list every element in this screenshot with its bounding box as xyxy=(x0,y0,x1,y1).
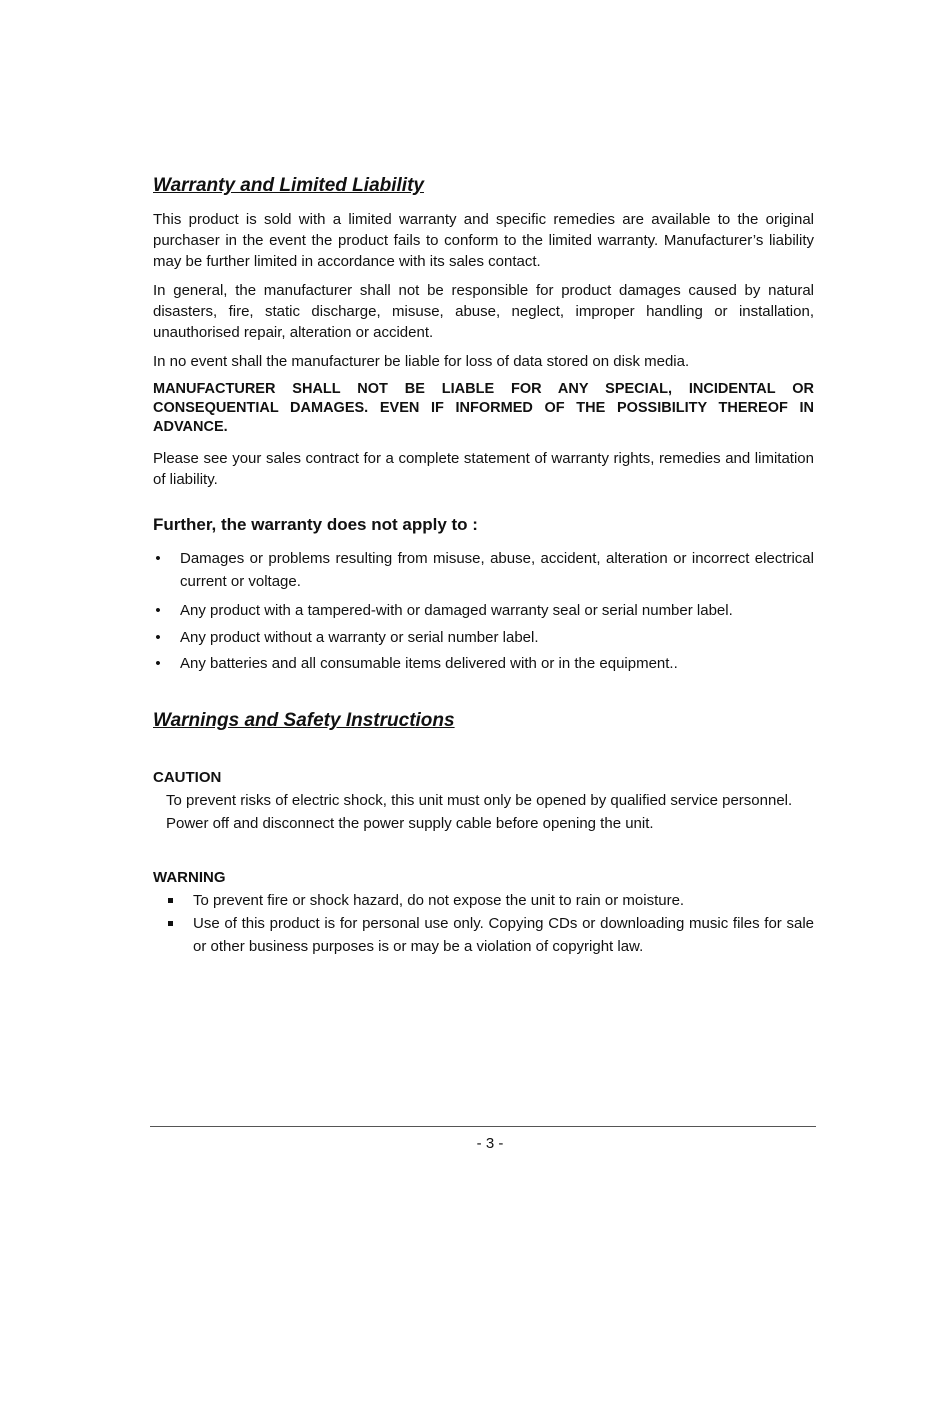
warning-label: WARNING xyxy=(153,869,226,886)
exclusion-text: Any batteries and all consumable items delivered with or in the equipment.. xyxy=(180,655,678,672)
page-number: - 3 - xyxy=(476,1135,504,1152)
exclusion-text: Any product with a tampered-with or damaged warranty seal or serial number label. xyxy=(180,602,733,619)
exclusion-text: Any product without a warranty or serial number label. xyxy=(180,629,539,646)
caution-line-1: To prevent risks of electric shock, this unit must only be opened by qualified service personnel. xyxy=(166,792,793,809)
exclusions-heading: Further, the warranty does not apply to : xyxy=(153,515,478,534)
list-item xyxy=(153,889,814,912)
liability-disclaimer: MANUFACTURER SHALL NOT BE LIABLE FOR ANY SPECIAL, INCIDENTAL OR CONSEQUENTIAL DAMAGES. EVEN IF INFORMED OF THE POSSIBILITY THEREOF IN ADVANCE. xyxy=(153,381,814,435)
square-bullet-icon xyxy=(168,921,173,926)
bullet-icon: • xyxy=(155,655,161,672)
list-item xyxy=(153,626,814,649)
exclusions-list xyxy=(153,547,814,675)
list-item xyxy=(153,652,814,675)
warranty-closing-paragraph: Please see your sales contract for a complete statement of warranty rights, remedies and limitation of liability. xyxy=(153,450,814,488)
warranty-title: Warranty and Limited Liability xyxy=(153,175,424,196)
list-item xyxy=(153,912,814,958)
caution-line-2: Power off and disconnect the power supply cable before opening the unit. xyxy=(166,815,654,832)
warning-list xyxy=(153,889,814,958)
footer-divider xyxy=(150,1126,816,1127)
bullet-icon: • xyxy=(155,550,161,567)
warranty-paragraph-3: In no event shall the manufacturer be liable for loss of data stored on disk media. xyxy=(153,353,690,370)
list-item xyxy=(153,599,814,622)
bullet-icon: • xyxy=(155,602,161,619)
caution-label: CAUTION xyxy=(153,769,222,786)
warranty-paragraph-1: This product is sold with a limited warranty and specific remedies are available to the original purchaser in the event the product fails to conform to the limited warranty. Manufacturer’s liability may be further limited in accordance with its sales contact. xyxy=(153,211,814,270)
warning-text: To prevent fire or shock hazard, do not expose the unit to rain or moisture. xyxy=(193,892,685,909)
warranty-paragraph-2: In general, the manufacturer shall not be responsible for product damages caused by natural disasters, fire, static discharge, misuse, abuse, neglect, improper handling or installation, unauthorised repair, alteration or accident. xyxy=(153,282,814,341)
bullet-icon: • xyxy=(155,629,161,646)
safety-title: Warnings and Safety Instructions xyxy=(153,710,455,731)
list-item xyxy=(153,547,814,593)
square-bullet-icon xyxy=(168,898,173,903)
exclusion-text: Damages or problems resulting from misuse, abuse, accident, alteration or incorrect electrical current or voltage. xyxy=(180,550,814,590)
warning-text: Use of this product is for personal use only. Copying CDs or downloading music files for sale or other business purposes is or may be a violation of copyright law. xyxy=(193,915,814,955)
